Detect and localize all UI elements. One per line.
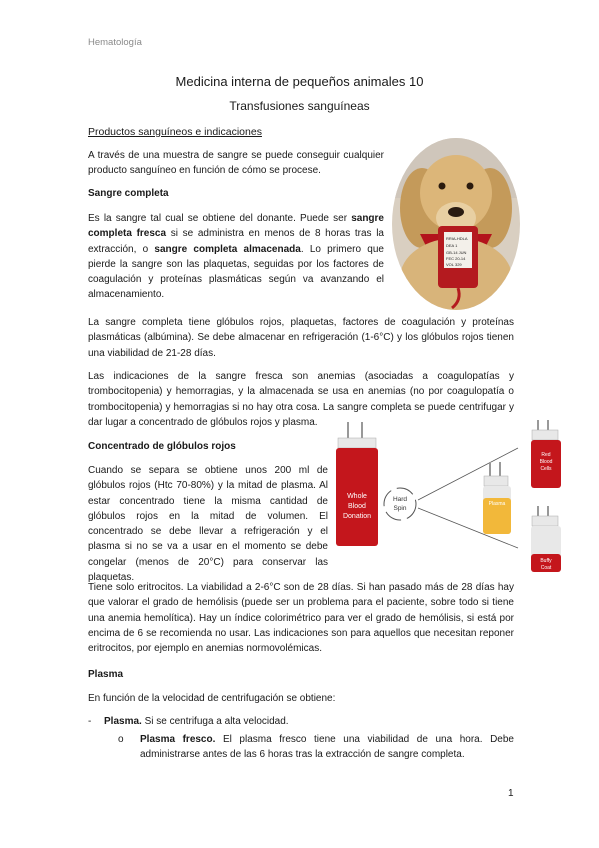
bag-text-3: GB-14 JUN [446,250,467,255]
red-cells-label-3: Cells [540,466,552,472]
hard-spin-symbol [384,488,416,520]
list-item-plasma-fresco-bold: Plasma fresco. [140,734,216,745]
concentrado-p2: Tiene solo eritrocitos. La viabilidad a 2-6°C son de 28 días. Si han pasado más de 28 días hay que valorar el grado de hemólisis (puede ser un problema para el paciente, sobre todo si tiene una anemia hemolítica). Hay un índice colorimétrico para ver el grado de hemólisis, si está por encima de 6 se recomienda no usar. Las indicaciones son para aquellos que necesitan reponer eritrocitos, por ejemplo en anemias normovolémicas. [88,582,514,655]
list-marker: o [118,734,124,745]
list-dash: - [88,716,92,727]
bag-text-5: VOL 329 [446,262,462,267]
heading-plasma: Plasma [88,669,124,680]
buffy-coat-label-2: Coat [540,565,552,571]
red-cells-label-1: Red [541,452,551,458]
sangre-completa-p3: Las indicaciones de la sangre fresca son anemias (asociadas a coagulopatías y trombocitopenia) y hemorragias, y la almacenada se usa en anemias (no por coagulopatía o trombocitopenia) y hemorragias si no hay otra cosa. La sangre completa se puede centrifugar y dar lugar a concentrado de glóbulos rojos y plasma. [88,371,514,428]
heading-sangre-completa: Sangre completa [88,188,169,199]
sangre-completa-p1: Es la sangre tal cual se obtiene del donante. Puede ser sangre completa fresca si se administra en menos de 8 horas tras la extracción, o sangre completa almacenada. Lo primero que pierde la sangre son las plaquetas, seguidas por los factores de coagulación y proteínas plasmáticas según va avanzando el almacenamiento. [88,213,384,301]
whole-blood-bag [336,422,378,546]
list-item-plasma [88,716,289,727]
red-cells-bag [531,420,561,488]
bag-text-1: RRIA-HDLA [446,236,468,241]
bag-text-2: DEA 1 [446,243,458,248]
dog-with-blood-bag-image [392,138,520,310]
whole-blood-label-3: Donation [342,513,372,520]
hard-spin-label-1: Hard [392,496,408,503]
whole-blood-label-2: Blood [348,503,366,510]
running-header: Hematología [88,37,142,48]
section-title: Productos sanguíneos e indicaciones [88,126,262,138]
concentrado-p1: Cuando se separa se obtiene unos 200 ml de glóbulos rojos (Htc 70-80%) y la mitad de plasma. Al estar concentrado tiene la misma cantidad de glóbulos rojos en la mitad de volumen. El concentrado se debe llevar a refrigeración y el plasma si no se va a usar en el momento se debe congelar (menos de 20°C) para conservar las plaquetas. [88,465,328,584]
document-title: Medicina interna de pequeños animales 10 [175,74,424,89]
document-subtitle: Transfusiones sanguíneas [229,99,370,113]
buffy-coat-label-1: Buffy [540,558,552,564]
page-number: 1 [508,788,514,799]
dog-photo [392,138,520,310]
list-item-plasma-bold: Plasma. [104,716,142,727]
list-item-plasma-text: Si se centrifuga a alta velocidad. [141,716,289,727]
heading-concentrado: Concentrado de glóbulos rojos [88,441,236,452]
bag-text-4: FEC 20-14 [446,256,466,261]
plasma-bag [483,462,511,534]
hard-spin-label-2: Spin [393,505,407,512]
buffy-coat-bag [531,506,561,572]
list-item-plasma-fresco-text: El plasma fresco tiene una viabilidad de una hora. Debe administrarse antes de las 6 horas tras la extracción de sangre completa. [140,734,514,761]
intro-paragraph: A través de una muestra de sangre se puede conseguir cualquier producto sanguíneo en función de cómo se procese. [88,150,384,177]
blood-separation-diagram [330,418,570,578]
red-cells-label-2: Blood [539,459,553,465]
plasma-intro: En función de la velocidad de centrifugación se obtiene: [88,693,336,704]
plasma-label: Plasma [488,501,506,507]
sangre-completa-p2: La sangre completa tiene glóbulos rojos, plaquetas, factores de coagulación y proteínas plasmáticas (albúmina). Se debe almacenar en refrigeración (1-6°C) y los glóbulos rojos tienen una viabilidad de 21-28 días. [88,317,514,359]
whole-blood-label-1: Whole [347,493,367,500]
